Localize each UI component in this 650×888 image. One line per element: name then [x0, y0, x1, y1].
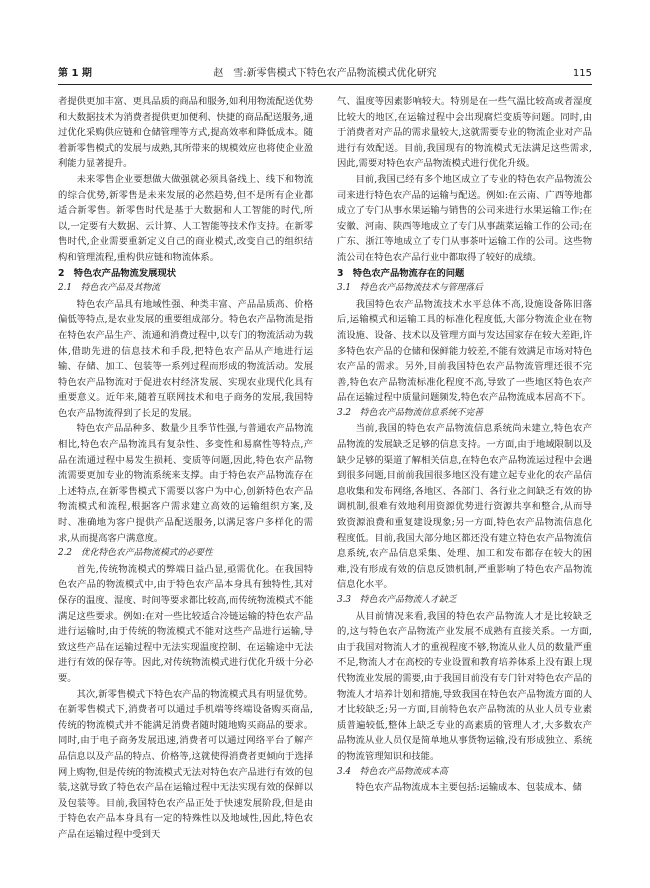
section-heading: 2 特色农产品物流发展现状: [58, 267, 177, 279]
paragraph: 首先,传统物流模式的弊端日益凸显,亟需优化。在我国特色农产品的物流模式中,由于特色农产品本身具有独特性,其对保存的温度、湿度、时间等要求都比较高,而传统物流模式不能满足这些要求。例如:在对一些比较适合冷链运输的特色农产品进行运输时,由于传统的物流模式不能对这些产品进行运输,导致这些产品在运输过程中无法实现温度控制、在运输途中无法进行有效的保存等。因此,对传统物流模式进行优化升级十分必要。: [58, 563, 313, 684]
paragraph: 目前,我国已经有多个地区成立了专业的特色农产品物流公司来进行特色农产品的运输与配送。例如:在云南、广西等地都成立了专门从事水果运输与销售的公司来进行水果运输工作;在安徽、河南、陕西等地成立了专门从事蔬菜运输工作的公司;在广东、浙江等地成立了专门从事茶叶运输工作的公司。这些物流公司在特色农产品行业中都取得了较好的成绩。: [337, 173, 592, 263]
paragraph: 特色农产品物流成本主要包括:运输成本、包装成本、储: [355, 782, 582, 794]
section-heading: 3 特色农产品物流存在的问题: [337, 267, 465, 279]
subsection-heading: 3.4 特色农产品物流成本高: [337, 766, 448, 777]
paragraph: 我国特色农产品物流技术水平总体不高,设施设备陈旧落后,运输模式和运输工具的标准化程度低,大部分物流企业在物流设施、设备、技术以及管理方面与发达国家存在较大差距,许多特色农产品的仓储和保鲜能力较差,不能有效满足市场对特色农产品的需求。另外,目前我国特色农产品物流管理还很不完善,特色农产品物流标准化程度不高,导致了一些地区特色农产品在运输过程中质量问题频发,特色农产品物流成本居高不下。: [337, 298, 592, 404]
right-column: [337, 94, 592, 796]
subsection-heading: 2.1 特色农产品及其物流: [58, 283, 160, 294]
paragraph: 当前,我国的特色农产品物流信息系统尚未建立,特色农产品物流的发展缺乏足够的信息支持。一方面,由于地域限制以及缺少足够的渠道了解相关信息,在特色农产品物流运过程中会遇到很多问题,目前前我国很多地区没有建立起专业化的农产品信息收集和发布网络,各地区、各部门、各行业之间缺乏有效的协调机制,很难有效地利用资源优势进行资源共享和整合,从而导致资源浪费和重复建设现象;另一方面,特色农产品物流信息化程度低。目前,我国大部分地区都还没有建立特色农产品物流信息系统,农产品信息采集、处理、加工和发布都存在较大的困难,没有形成有效的信息反馈机制,严重影响了特色农产品物流信息化水平。: [337, 423, 592, 591]
paragraph: 从目前情况来看,我国的特色农产品物流人才是比较缺乏的,这与特色农产品物流产业发展不成熟有直接关系。一方面,由于我国对物流人才的重视程度不够,物流从业人员的数量严重不足,物流人才在高校的专业设置和教育培养体系上没有跟上现代物流业发展的需要,由于我国目前没有专门针对特色农产品的物流人才培养计划和措施,导致我国在特色农产品物流方面的人才比较缺乏;另一方面,目前特色农产品物流的从业人员专业素质普遍较低,整体上缺乏专业的高素质的管理人才,大多数农产品物流从业人员仅是简单地从事货物运输,没有形成独立、系统的物流管理知识和技能。: [337, 610, 592, 762]
page-number: 115: [572, 68, 592, 79]
paragraph: 者提供更加丰富、更具品质的商品和服务,如利用物流配送优势和大数据技术为消费者提供更加便利、快捷的商品配送服务,通过优化采购供应链和仓储管理等方式,提高效率和降低成本。随着新零售模式的发展与成熟,其所带来的规模效应也将使企业盈利能力显著提升。: [58, 96, 313, 170]
paragraph: 其次,新零售模式下特色农产品的物流模式具有明显优势。在新零售模式下,消费者可以通过手机端等终端设备购买商品,传统的物流模式并不能满足消费者随时随地购买商品的要求。同时,由于电子商务发展迅速,消费者可以通过网络平台了解产品信息以及产品的特点、价格等,这就使得消费者更倾向于选择网上购物,但是传统的物流模式无法对特色农产品进行有效的包装,这就导致了特色农产品在运输过程中无法实现有效的保鲜以及包装等。目前,我国特色农产品正处于快速发展阶段,但是由于特色农产品本身具有一定的特殊性以及地域性,因此,特色农产品在运输过程中受到天: [58, 688, 313, 840]
paragraph: 气、温度等因素影响较大。特别是在一些气温比较高或者湿度比较大的地区,在运输过程中会出现腐烂变质等问题。同时,由于消费者对产品的需求量较大,这就需要专业的物流企业对产品进行有效配送。目前,我国现有的物流模式无法满足这些需求,因此,需要对特色农产品物流模式进行优化升级。: [337, 96, 592, 170]
subsection-heading: 3.3 特色农产品物流人才缺乏: [337, 595, 457, 605]
subsection-heading: 3.1 特色农产品物流技术与管理落后: [337, 283, 483, 294]
paragraph: 未来零售企业要想做大做强就必须具备线上、线下和物流的综合优势,新零售是未来发展的必然趋势,但不是所有企业都适合新零售。新零售时代是基于大数据和人工智能的时代,所以,一定要有大数据、云计算、人工智能等技术作支持。在新零售时代,企业需要重新定义自己的商业模式,改变自己的组织结构和管理流程,重构供应链和物流体系。: [58, 173, 313, 263]
running-title: 赵 雪:新零售模式下特色农产品物流模式优化研究: [213, 68, 437, 79]
left-column: [58, 94, 313, 843]
subsection-heading: 2.2 优化特色农产品物流模式的必要性: [58, 548, 213, 559]
paragraph: 特色农产品品种多、数量少且季节性强,与普通农产品物流相比,特色农产品物流具有复杂性、多变性和易腐性等特点,产品在流通过程中易发生损耗、变质等问题,因此,特色农产品物流需要更加专业的物流系统来支撑。由于特色农产品物流存在上述特点,在新零售模式下需要以客户为中心,创新特色农产品物流模式和流程,根据客户需求建立高效的运输组织方案,及时、准确地为客户提供产品配送服务,以满足客户多样化的需求,从而提高客户满意度。: [58, 423, 313, 544]
issue-label: 第 1 期: [58, 68, 92, 79]
running-header: [58, 66, 592, 85]
subsection-heading: 3.2 特色农产品物流信息系统不完善: [337, 407, 483, 418]
paragraph: 特色农产品具有地域性强、种类丰富、产品品质高、价格偏低等特点,是农业发展的重要组成部分。特色农产品物流是指在特色农产品生产、流通和消费过程中,以专门的物流活动为载体,借助先进的信息技术和手段,把特色农产品从产地进行运输、存储、加工、包装等一系列过程而形成的物流活动。发展特色农产品物流对于促进农村经济发展、实现农业现代化具有重要意义。近年来,随着互联网技术和电子商务的发展,我国特色农产品物流得到了长足的发展。: [58, 298, 313, 419]
